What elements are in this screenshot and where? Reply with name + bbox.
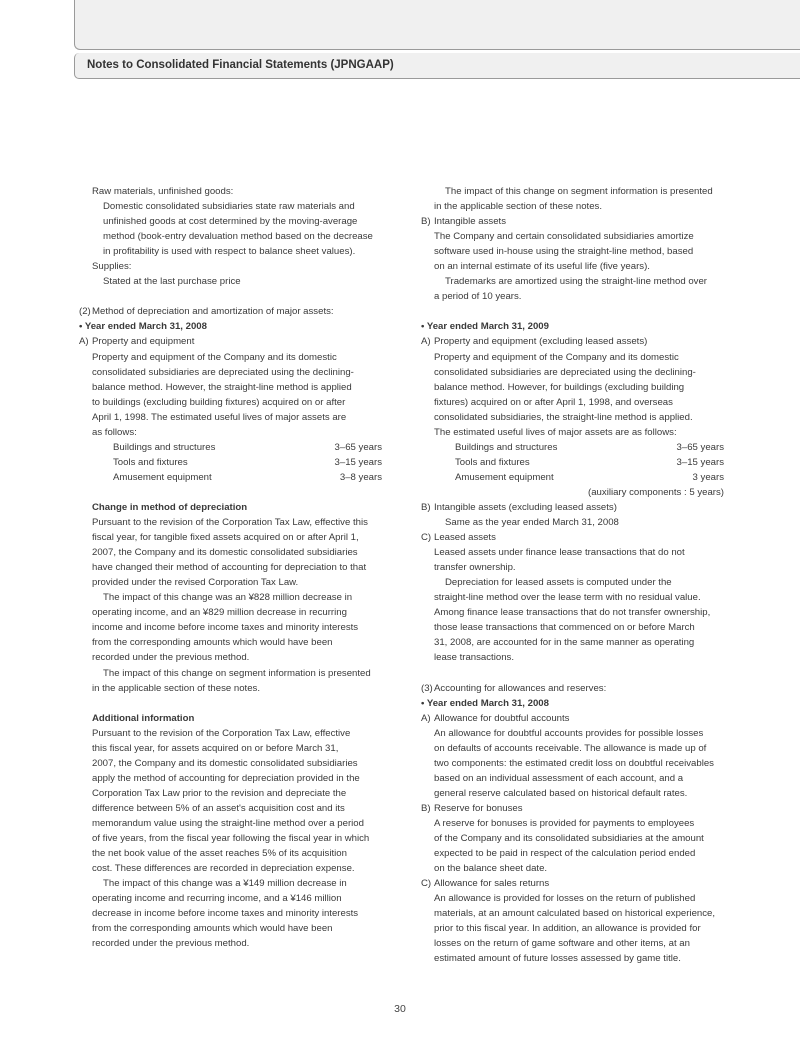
top-decorative-panel	[74, 0, 800, 50]
useful-life-row: Amusement equipment 3–8 years	[113, 471, 382, 483]
item-b-2009-text: Same as the year ended March 31, 2008	[445, 517, 619, 529]
useful-life-row: Buildings and structures 3–65 years	[455, 441, 724, 453]
item-a-heading: A) Property and equipment	[79, 336, 195, 348]
useful-lives-table	[79, 440, 382, 485]
item-a3-text: An allowance for doubtful accounts provides for possible losses on defaults of accounts receivable. The allowance is made up of two components: the estimated credit loss on doubtful receivables based on an individual assessment of each account, and a general reserve calculated based on historical default rates.	[434, 727, 714, 799]
useful-life-row: Buildings and structures 3–65 years	[113, 441, 382, 453]
item-b3-heading: B) Reserve for bonuses	[421, 802, 523, 814]
year-heading-2009: • Year ended March 31, 2009	[421, 321, 549, 333]
section-2-heading: (2)Method of depreciation and amortization of major assets:	[79, 306, 334, 318]
item-c-text: Leased assets under finance lease transactions that do not transfer ownership. Depreciation for leased assets is computed under the straight-line method over the lease term with no residual value. Among finance lease transactions that do not transfer ownership, those lease transactions that commenced on or before March 31, 2008, are accounted for in the same manner as operating lease transactions.	[434, 547, 711, 664]
supplies-heading: Supplies:	[92, 261, 132, 273]
item-a-text: Property and equipment of the Company and its domestic consolidated subsidiaries are depreciated using the declining- balance method. However, the straight-line method is applied to buildings (excluding building fixtures) acquired on or after April 1, 1998. The estimated useful lives of major assets are as follows:	[92, 351, 354, 438]
raw-materials-text: Domestic consolidated subsidiaries state raw materials and unfinished goods at cost determined by the moving-average method (book-entry devaluation method based on the decrease in profitability is used with respect to balance sheet values).	[103, 201, 373, 258]
section-3-heading: (3)Accounting for allowances and reserves:	[421, 682, 607, 694]
right-column	[421, 184, 724, 966]
useful-life-row: Tools and fixtures 3–15 years	[113, 456, 382, 468]
left-column	[79, 184, 382, 951]
year-heading-2008-allowances: • Year ended March 31, 2008	[421, 697, 549, 709]
section-header-bar	[74, 53, 800, 79]
change-method-text: Pursuant to the revision of the Corporation Tax Law, effective this fiscal year, for tangible fixed assets acquired on or after April 1, 2007, the Company and its domestic consolidated subsidiaries have changed their method of accounting for depreciation to that provided under the revised Corporation Tax Law. The impact of this change was an ¥828 million decrease in operating income, and an ¥829 million decrease in recurring income and income before income taxes and minority interests from the corresponding amounts which would have been recorded under the previous method. The impact of this change on segment information is presented in the applicable section of these notes.	[92, 517, 371, 694]
page-number: 30	[394, 1003, 406, 1015]
item-c3-text: An allowance is provided for losses on the return of published materials, at an amount calculated based on historical experience, prior to this fiscal year. In addition, an allowance is provided for losses on the return of game software and other items, at an estimated amount of future losses assessed by game title.	[434, 893, 716, 965]
segment-info-text: The impact of this change on segment information is presented in the applicable section of these notes.	[434, 186, 713, 213]
useful-lives-table-2009	[421, 440, 724, 500]
raw-materials-heading: Raw materials, unfinished goods:	[92, 186, 234, 197]
additional-info-text: Pursuant to the revision of the Corporation Tax Law, effective this fiscal year, for assets acquired on or before March 31, 2007, the Company and its domestic consolidated subsidiaries apply the method of accounting for depreciation provided in the Corporation Tax Law prior to the revision and depreciate the difference between 5% of an asset's acquisition cost and its memorandum value using the straight-line method over a period of five years, from the fiscal year following the fiscal year in which the net book value of the asset reaches 5% of its acquisition cost. These differences are recorded in depreciation expense. The impact of this change was a ¥149 million decrease in operating income and recurring income, and a ¥146 million decrease in income before income taxes and minority interests from the corresponding amounts which would have been recorded under the previous method.	[92, 727, 370, 950]
item-b3-text: A reserve for bonuses is provided for payments to employees of the Company and its consolidated subsidiaries at the amount expected to be paid in respect of the calculation period ended on the balance sheet date.	[434, 817, 704, 875]
useful-life-row: Amusement equipment 3 years	[455, 471, 724, 483]
item-b-heading: B) Intangible assets	[421, 216, 506, 228]
supplies-text: Stated at the last purchase price	[103, 276, 241, 288]
item-b-text: The Company and certain consolidated subsidiaries amortize software used in-house using the straight-line method, based on an internal estimate of its useful life (five years). Trademarks are amortized using the straight-line method over a period of 10 years.	[434, 231, 707, 303]
change-method-heading: Change in method of depreciation	[92, 501, 248, 513]
item-c-heading: C) Leased assets	[421, 532, 496, 544]
item-a-2009-text: Property and equipment of the Company and its domestic consolidated subsidiaries are depreciated using the declining- balance method. However, for buildings (excluding building fixtures) acquired on or after April 1, 1998, and overseas consolidated subsidiaries, the straight-line method is applied. The estimated useful lives of major assets are as follows:	[434, 351, 696, 438]
page-title: Notes to Consolidated Financial Statements (JPNGAAP)	[87, 59, 394, 71]
item-c3-heading: C) Allowance for sales returns	[421, 878, 550, 890]
year-heading-2008: • Year ended March 31, 2008	[79, 321, 207, 333]
auxiliary-components-note: (auxiliary components : 5 years)	[588, 486, 724, 498]
item-a-2009-heading: A) Property and equipment (excluding leased assets)	[421, 336, 648, 348]
additional-info-heading: Additional information	[92, 712, 195, 724]
item-b-2009-heading: B) Intangible assets (excluding leased assets)	[421, 501, 617, 513]
item-a3-heading: A) Allowance for doubtful accounts	[421, 712, 570, 724]
useful-life-row: Tools and fixtures 3–15 years	[455, 456, 724, 468]
